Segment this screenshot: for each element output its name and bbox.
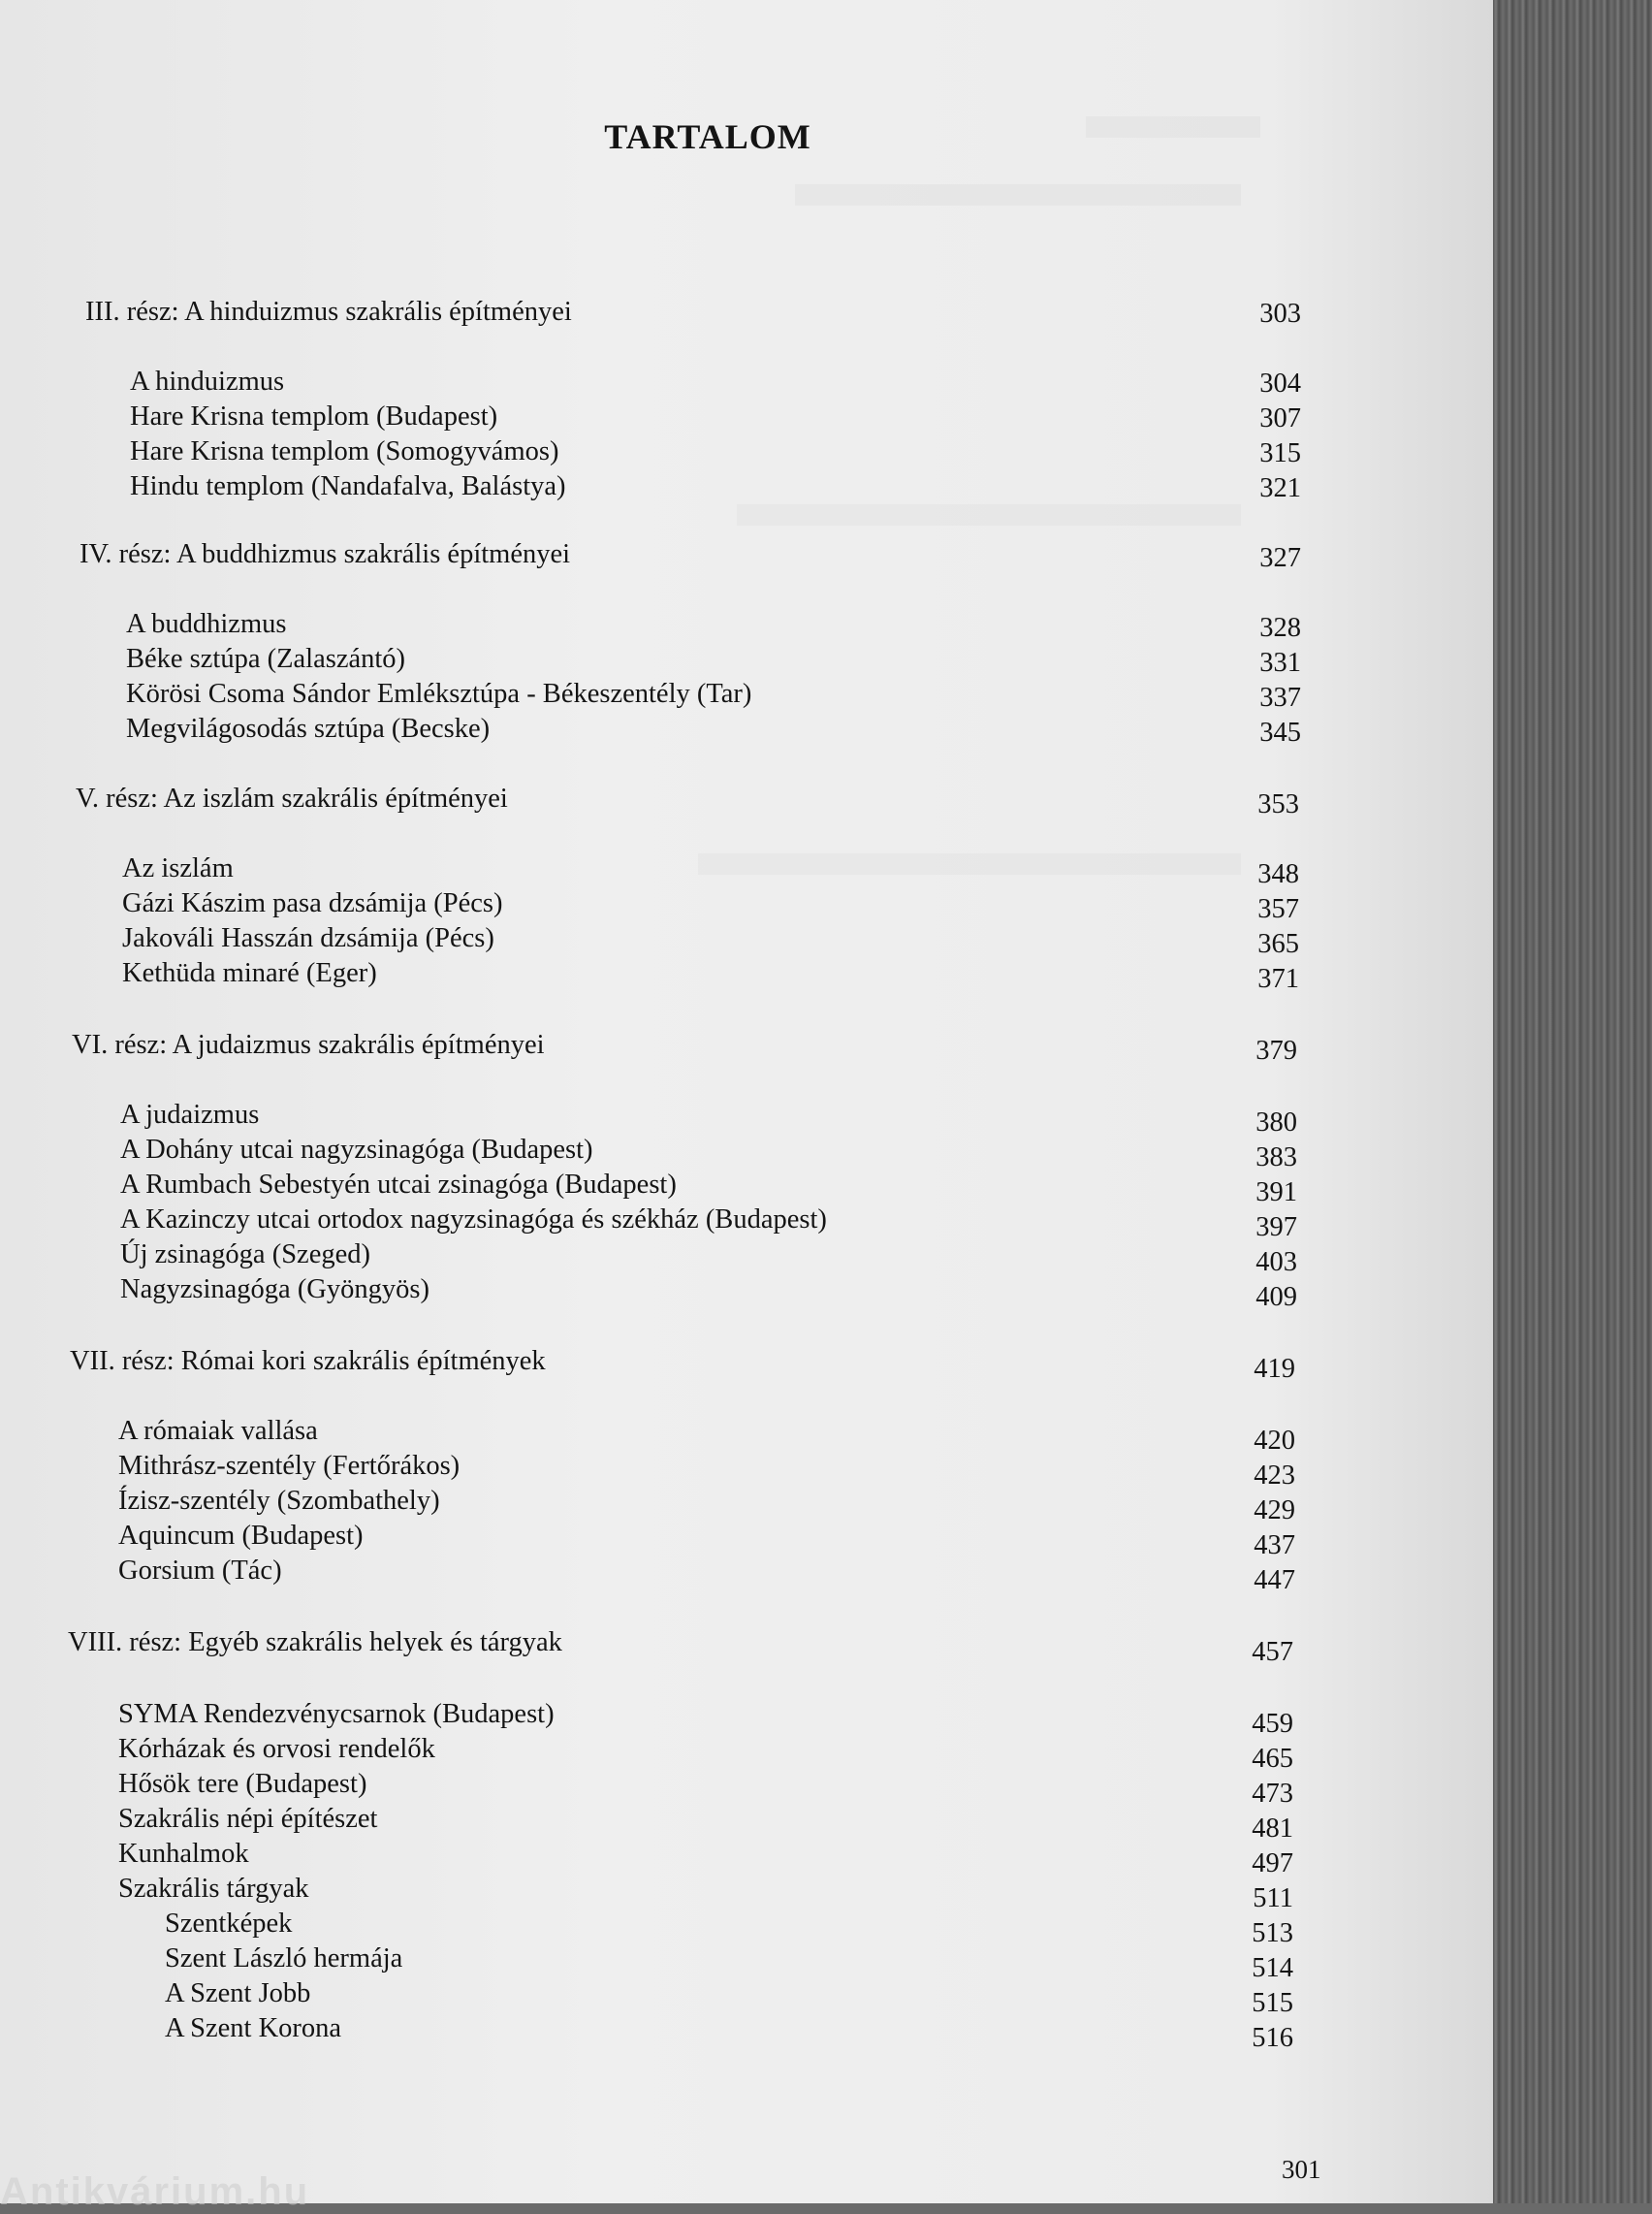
toc-item-page: 397 xyxy=(1255,1212,1297,1242)
toc-item-page: 497 xyxy=(1252,1848,1293,1878)
toc-item: A Rumbach Sebestyén utcai zsinagóga (Budapest) xyxy=(120,1170,677,1200)
toc-subitem: Szent László hermája xyxy=(165,1943,403,1973)
toc-item: Béke sztúpa (Zalaszántó) xyxy=(126,644,406,674)
toc-item: Hare Krisna templom (Somogyvámos) xyxy=(130,436,559,466)
toc-item-page: 321 xyxy=(1259,473,1301,503)
toc-item: A buddhizmus xyxy=(126,609,287,639)
toc-item-page: 465 xyxy=(1252,1744,1293,1774)
toc-item: Körösi Csoma Sándor Emléksztúpa - Békeszentély (Tar) xyxy=(126,679,752,709)
toc-item-page: 348 xyxy=(1257,859,1299,889)
toc-item-page: 514 xyxy=(1252,1953,1293,1983)
section-page: 379 xyxy=(1255,1036,1297,1066)
toc-item: Szakrális népi építészet xyxy=(118,1804,378,1834)
toc-item-page: 473 xyxy=(1252,1779,1293,1809)
toc-item-page: 391 xyxy=(1255,1177,1297,1207)
toc-item-page: 365 xyxy=(1257,929,1299,959)
toc-item-page: 423 xyxy=(1254,1460,1295,1491)
toc-item-page: 345 xyxy=(1259,718,1301,748)
page-number: 301 xyxy=(1282,2155,1321,2184)
toc-item-page: 513 xyxy=(1252,1918,1293,1948)
toc-item: Az iszlám xyxy=(122,853,234,883)
toc-subitem: Szentképek xyxy=(165,1909,293,1939)
toc-item-page: 409 xyxy=(1255,1282,1297,1312)
toc-item-page: 516 xyxy=(1252,2023,1293,2053)
section-page: 419 xyxy=(1254,1354,1295,1384)
toc-item: Gázi Kászim pasa dzsámija (Pécs) xyxy=(122,888,503,918)
toc-item-page: 481 xyxy=(1252,1813,1293,1844)
section-heading: VII. rész: Római kori szakrális építmények xyxy=(70,1346,546,1376)
toc-item: Hősök tere (Budapest) xyxy=(118,1769,367,1799)
toc-item-page: 331 xyxy=(1259,648,1301,678)
toc-item: Új zsinagóga (Szeged) xyxy=(120,1239,370,1269)
toc-item: Hare Krisna templom (Budapest) xyxy=(130,401,498,432)
section-heading: V. rész: Az iszlám szakrális építményei xyxy=(76,784,508,814)
section-heading: VIII. rész: Egyéb szakrális helyek és tárgyak xyxy=(68,1627,562,1657)
toc-item: A Kazinczy utcai ortodox nagyzsinagóga és székház (Budapest) xyxy=(120,1204,827,1235)
toc-item-page: 307 xyxy=(1259,403,1301,433)
toc-item-page: 447 xyxy=(1254,1565,1295,1595)
toc-item: Kunhalmok xyxy=(118,1839,249,1869)
section-heading: VI. rész: A judaizmus szakrális építményei xyxy=(72,1030,545,1060)
toc-item: Mithrász-szentély (Fertőrákos) xyxy=(118,1451,461,1481)
toc-item-page: 459 xyxy=(1252,1709,1293,1739)
toc-item-page: 515 xyxy=(1252,1988,1293,2018)
section-page: 327 xyxy=(1259,543,1301,573)
toc-item: A rómaiak vallása xyxy=(118,1416,318,1446)
toc-item: A Dohány utcai nagyzsinagóga (Budapest) xyxy=(120,1135,593,1165)
section-page: 457 xyxy=(1252,1637,1293,1667)
toc-subitem: A Szent Korona xyxy=(165,2013,342,2043)
toc-item: Aquincum (Budapest) xyxy=(118,1521,364,1551)
toc-item-page: 429 xyxy=(1254,1495,1295,1525)
show-through-mark xyxy=(698,853,1241,875)
toc-item-page: 328 xyxy=(1259,613,1301,643)
toc-item-page: 511 xyxy=(1253,1883,1293,1913)
toc-item-page: 371 xyxy=(1257,964,1299,994)
toc-item: A judaizmus xyxy=(120,1100,260,1130)
toc-item-page: 437 xyxy=(1254,1530,1295,1560)
section-page: 303 xyxy=(1259,299,1301,329)
toc-item: A hinduizmus xyxy=(130,367,285,397)
toc-item-page: 420 xyxy=(1254,1426,1295,1456)
section-heading: III. rész: A hinduizmus szakrális építményei xyxy=(85,297,572,327)
toc-item: Nagyzsinagóga (Gyöngyös) xyxy=(120,1274,429,1304)
toc-item: Ízisz-szentély (Szombathely) xyxy=(118,1486,440,1516)
toc-item-page: 383 xyxy=(1255,1142,1297,1172)
toc-item: Megvilágosodás sztúpa (Becske) xyxy=(126,714,491,744)
toc-item-page: 380 xyxy=(1255,1107,1297,1138)
wooden-background xyxy=(1493,0,1652,2203)
toc-item: Jakováli Hasszán dzsámija (Pécs) xyxy=(122,923,494,953)
toc-item-page: 315 xyxy=(1259,438,1301,468)
toc-item: SYMA Rendezvénycsarnok (Budapest) xyxy=(118,1699,555,1729)
toc-item-page: 304 xyxy=(1259,369,1301,399)
show-through-mark xyxy=(795,184,1241,206)
toc-item: Szakrális tárgyak xyxy=(118,1874,309,1904)
section-heading: IV. rész: A buddhizmus szakrális építményei xyxy=(79,539,571,569)
toc-item: Hindu templom (Nandafalva, Balástya) xyxy=(130,471,566,501)
show-through-mark xyxy=(737,504,1241,526)
toc-item-page: 403 xyxy=(1255,1247,1297,1277)
watermark-text: Antikvárium.hu xyxy=(0,2170,310,2213)
toc-item: Kethüda minaré (Eger) xyxy=(122,958,377,988)
section-page: 353 xyxy=(1257,789,1299,819)
toc-item: Kórházak és orvosi rendelők xyxy=(118,1734,435,1764)
toc-item-page: 337 xyxy=(1259,683,1301,713)
toc-item-page: 357 xyxy=(1257,894,1299,924)
toc-subitem: A Szent Jobb xyxy=(165,1978,311,2008)
toc-item: Gorsium (Tác) xyxy=(118,1556,282,1586)
page-title: TARTALOM xyxy=(604,117,811,156)
